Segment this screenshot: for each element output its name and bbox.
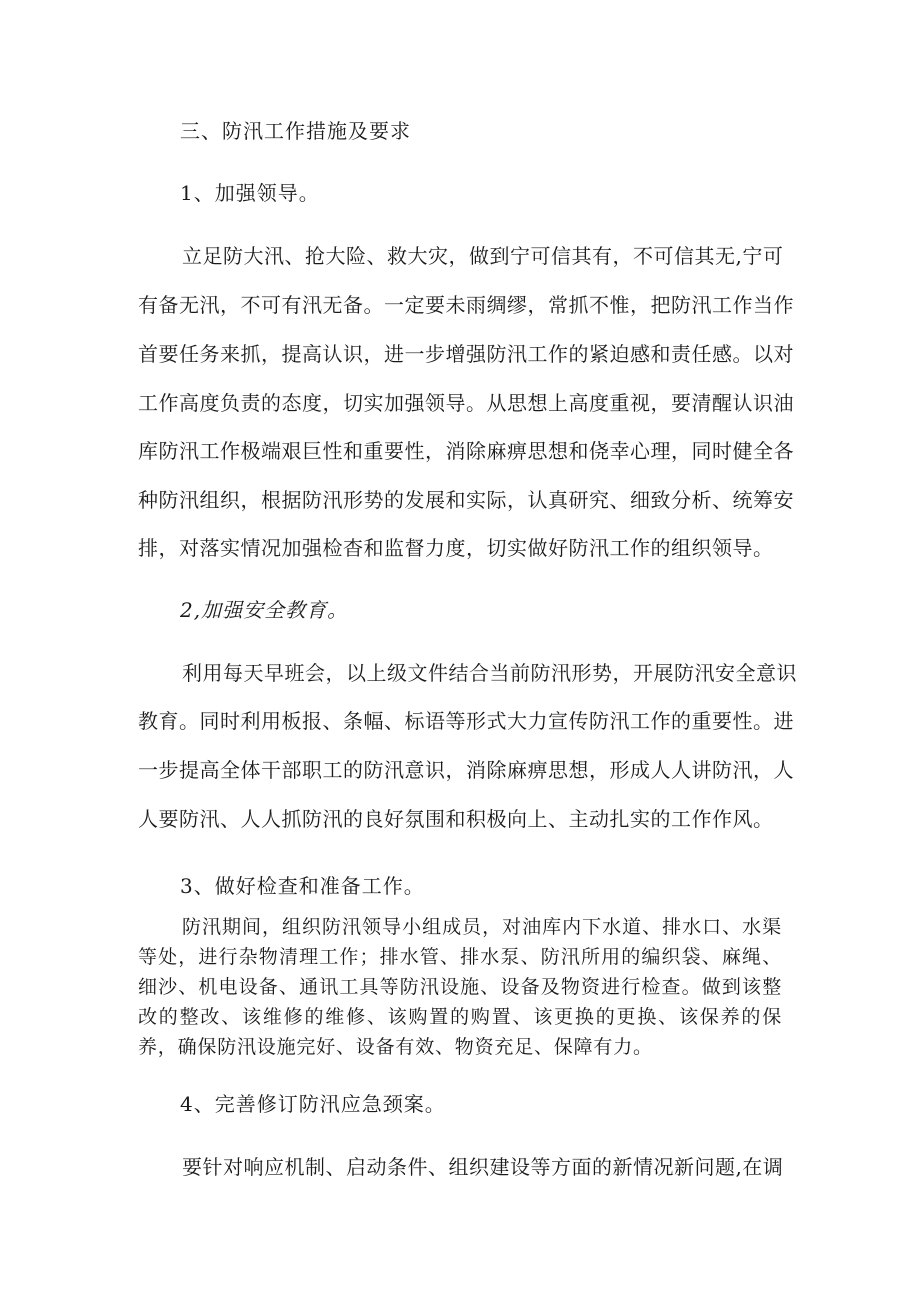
paragraph-line: 排，对落实情况加强检杳和监督力度，切实做好防汛工作的组织领导。 [138, 536, 774, 560]
paragraph-line: 人要防汛、人人抓防汛的良好氛围和积极向上、主动扎实的工作作风。 [138, 807, 774, 831]
paragraph-line: 教育。同时利用板报、条幅、标语等形式大力宣传防汛工作的重要性。进 [138, 709, 794, 733]
paragraph-line: 立足防大汛、抢大险、救大灾，做到宁可信其有，不可信其无,宁可 [182, 244, 784, 268]
paragraph-line: 一步提高全体干部职工的防汛意识，消除麻痹思想，形成人人讲防汛，人 [138, 758, 794, 782]
paragraph-line: 有备无汛，不可有汛无备。一定要未雨绸缪，常抓不惟，把防汛工作当作 [138, 293, 794, 317]
paragraph-line: 改的整改、该维修的维修、该购置的购置、该更换的更换、该保养的保 [138, 1006, 782, 1028]
subsection-heading-3: 3、做好检查和准备工作。 [180, 874, 425, 898]
paragraph-line: 利用每天早班会，以上级文件结合当前防汛形势，开展防汛安全意识 [182, 661, 797, 685]
subsection-heading-2: 2,加强安全教育。 [180, 598, 349, 622]
paragraph-line: 养，确保防汛设施完好、设备有效、物资充足、保障有力。 [138, 1036, 653, 1058]
paragraph-line: 工作高度负责的态度，切实加强领导。从思想上高度重视，要清醒认识油 [138, 391, 794, 415]
paragraph-line: 首要任务来抓，提高认识，进一步增强防汛工作的紧迫感和责任感。以对 [138, 342, 794, 366]
subsection-heading-4: 4、完善修订防汛应急颈案。 [180, 1092, 446, 1116]
paragraph-line: 要针对响应机制、启动条件、组织建设等方面的新情况新问题,在调 [182, 1155, 784, 1179]
paragraph-line: 等处，进行杂物清理工作；排水管、排水泵、防汛所用的编织袋、麻绳、 [138, 946, 782, 968]
paragraph-line: 种防汛组织，根据防汛形势的发展和实际，认真研究、细致分析、统筹安 [138, 488, 794, 512]
paragraph-line: 库防汛工作极端艰巨性和重要性，消除麻痹思想和侥幸心理，同时健全各 [138, 439, 794, 463]
section-heading: 三、防汛工作措施及要求 [180, 119, 411, 143]
paragraph-line: 细沙、机电设备、通讯工具等防汛设施、设备及物资进行检查。做到该整 [138, 976, 782, 998]
paragraph-line: 防汛期间，组织防汛领导小组成员，对油库内下水道、排水口、水渠 [182, 916, 782, 938]
subsection-heading-1: 1、加强领导。 [180, 181, 320, 205]
